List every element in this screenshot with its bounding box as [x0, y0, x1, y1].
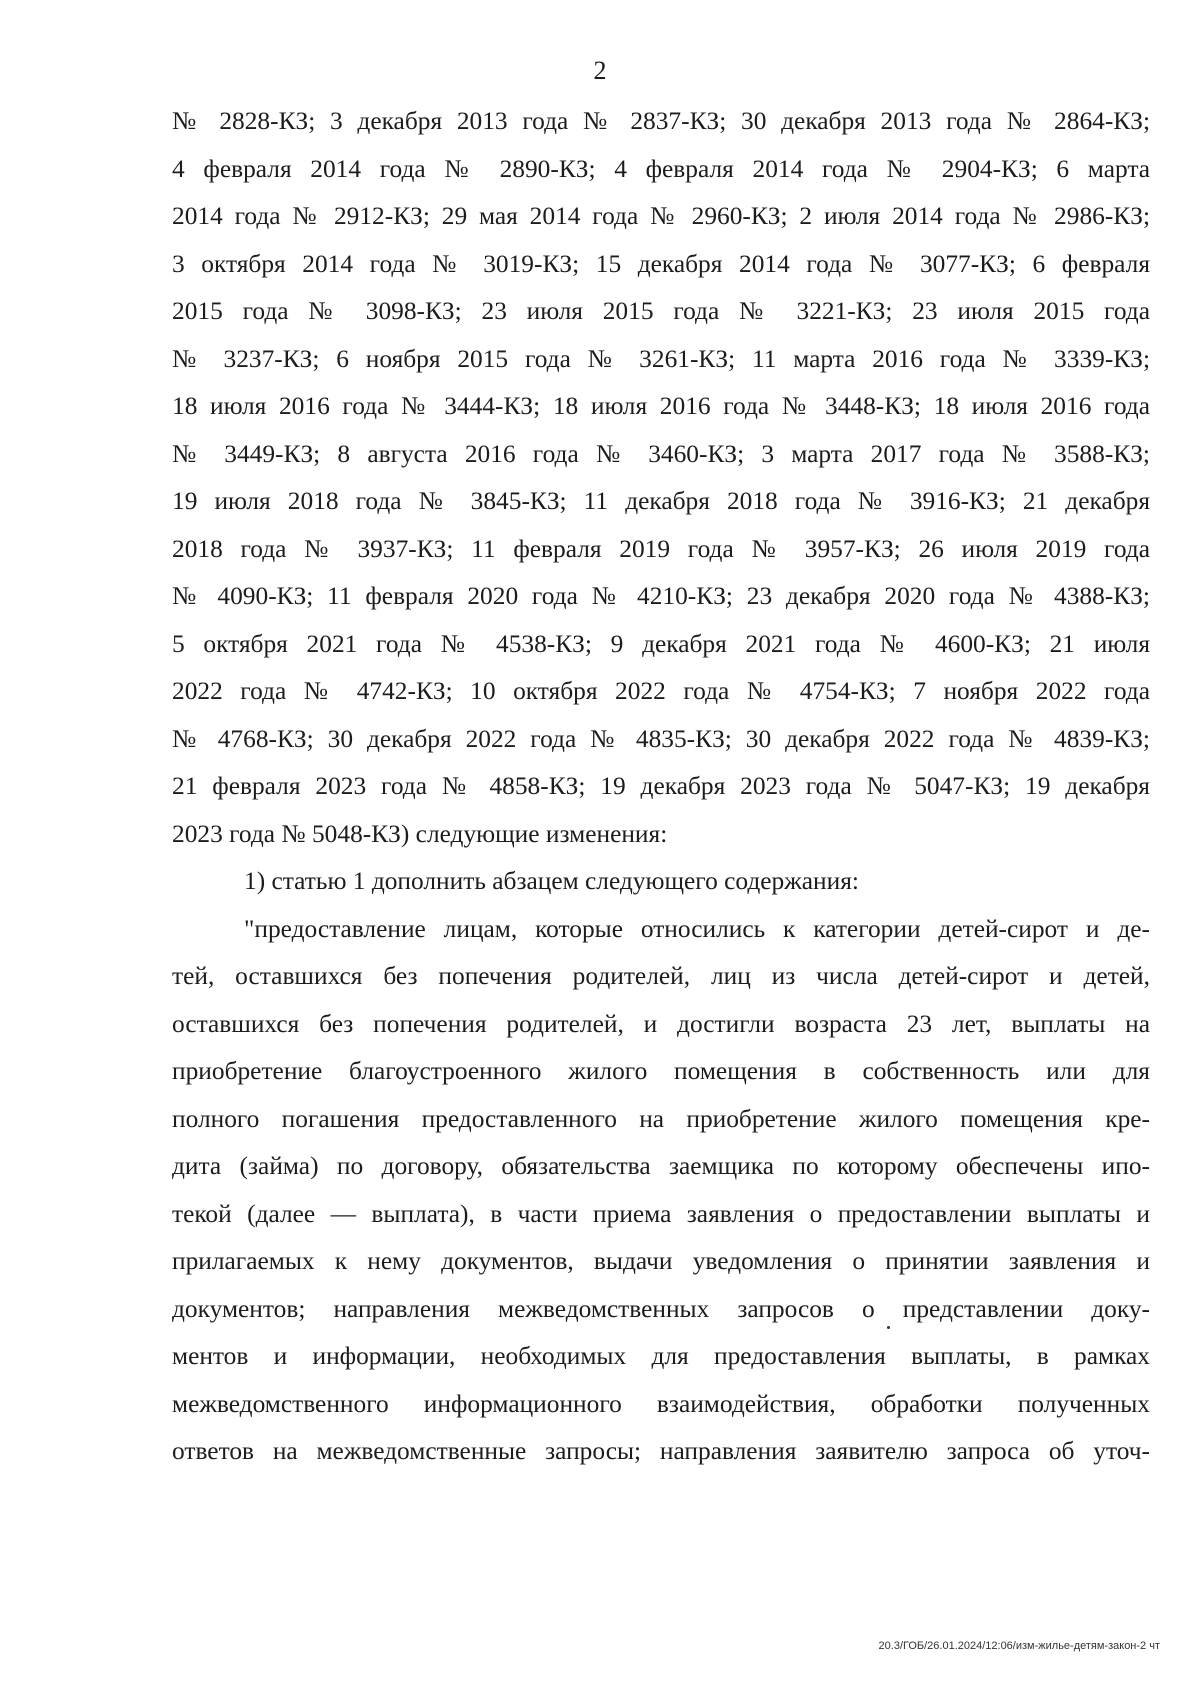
text-line: № 4090-КЗ; 11 февраля 2020 года № 4210-КЗ; 23 декабря 2020 года № 4388-КЗ;: [172, 582, 1150, 610]
item-heading: 1) статью 1 дополнить абзацем следующего содержания:: [244, 867, 859, 895]
scan-speck: [887, 1326, 890, 1329]
text-line: 3 октября 2014 года № 3019-КЗ; 15 декабря 2014 года № 3077-КЗ; 6 февраля: [172, 249, 1150, 278]
text-line: 2022 года № 4742-КЗ; 10 октября 2022 года № 4754-КЗ; 7 ноября 2022 года: [172, 677, 1150, 705]
footer-file-reference: 20.3/ГОБ/26.01.2024/12:06/изм-жилье-детям-закон-2 чт: [878, 1640, 1160, 1652]
text-line: текой (далее — выплата), в части приема заявления о предоставлении выплаты и: [172, 1199, 1150, 1228]
text-line: 5 октября 2021 года № 4538-КЗ; 9 декабря 2021 года № 4600-КЗ; 21 июля: [172, 629, 1150, 658]
text-line: 4 февраля 2014 года № 2890-КЗ; 4 февраля 2014 года № 2904-КЗ; 6 марта: [172, 154, 1150, 183]
page-number: 2: [593, 56, 607, 85]
text-line: ответов на межведомственные запросы; направления заявителю запроса об уточ-: [172, 1437, 1150, 1465]
text-line: полного погашения предоставленного на приобретение жилого помещения кре-: [172, 1104, 1150, 1133]
text-line: дита (займа) по договору, обязательства заемщика по которому обеспечены ипо-: [172, 1152, 1150, 1180]
text-line: № 3449-КЗ; 8 августа 2016 года № 3460-КЗ; 3 марта 2017 года № 3588-КЗ;: [172, 439, 1150, 468]
text-line: 2023 года № 5048-КЗ) следующие изменения:: [172, 819, 668, 848]
text-line: 19 июля 2018 года № 3845-КЗ; 11 декабря 2018 года № 3916-КЗ; 21 декабря: [172, 487, 1150, 515]
text-line: № 2828-КЗ; 3 декабря 2013 года № 2837-КЗ; 30 декабря 2013 года № 2864-КЗ;: [172, 107, 1150, 135]
text-line: приобретение благоустроенного жилого помещения в собственность или для: [172, 1057, 1150, 1085]
text-line: 2015 года № 3098-КЗ; 23 июля 2015 года № 3221-КЗ; 23 июля 2015 года: [172, 297, 1150, 325]
text-line: тей, оставшихся без попечения родителей, лиц из числа детей-сирот и детей,: [172, 962, 1150, 990]
text-line: межведомственного информационного взаимодействия, обработки полученных: [172, 1389, 1150, 1418]
text-line: прилагаемых к нему документов, выдачи уведомления о принятии заявления и: [172, 1247, 1150, 1275]
text-line: 2014 года № 2912-КЗ; 29 мая 2014 года № 2960-КЗ; 2 июля 2014 года № 2986-КЗ;: [172, 202, 1150, 230]
text-line: № 3237-КЗ; 6 ноября 2015 года № 3261-КЗ; 11 марта 2016 года № 3339-КЗ;: [172, 344, 1150, 373]
text-line: 21 февраля 2023 года № 4858-КЗ; 19 декабря 2023 года № 5047-КЗ; 19 декабря: [172, 772, 1150, 800]
text-line: "предоставление лицам, которые относились к категории детей-сирот и де-: [244, 914, 1150, 943]
text-line: ментов и информации, необходимых для предоставления выплаты, в рамках: [172, 1342, 1150, 1370]
text-line: документов; направления межведомственных запросов о представлении доку-: [172, 1294, 1150, 1323]
text-line: № 4768-КЗ; 30 декабря 2022 года № 4835-КЗ; 30 декабря 2022 года № 4839-КЗ;: [172, 724, 1150, 753]
document-body: [172, 98, 1150, 1476]
text-line: 18 июля 2016 года № 3444-КЗ; 18 июля 2016 года № 3448-КЗ; 18 июля 2016 года: [172, 392, 1150, 420]
text-line: оставшихся без попечения родителей, и достигли возраста 23 лет, выплаты на: [172, 1009, 1150, 1038]
text-line: 2018 года № 3937-КЗ; 11 февраля 2019 года № 3957-КЗ; 26 июля 2019 года: [172, 534, 1150, 563]
